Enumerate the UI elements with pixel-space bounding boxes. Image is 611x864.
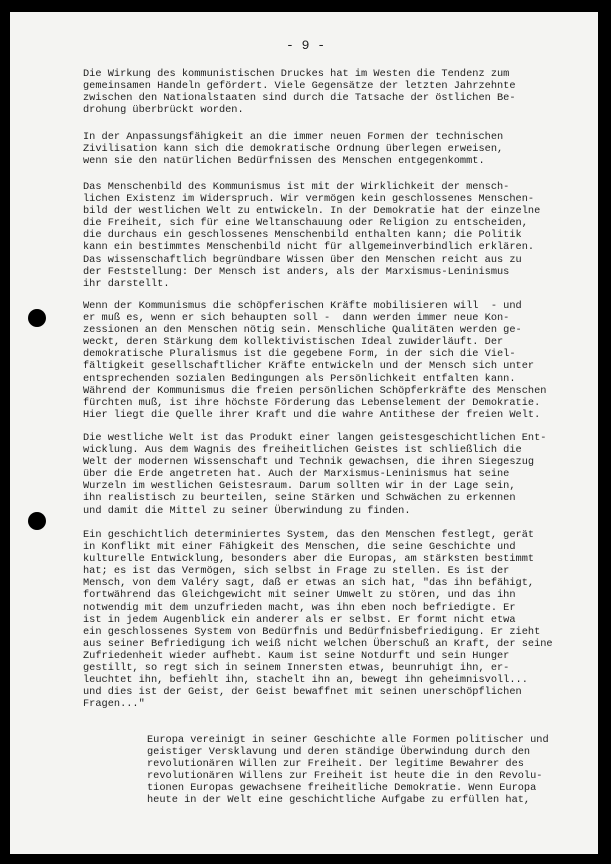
- text-line: wicklung. Aus dem Wagnis des freiheitlichen Geistes ist schließlich die: [83, 444, 522, 457]
- text-line: ein geschlossenes System von Bedürfnis und Bedürfnisbefriedigung. Er zieht: [83, 625, 541, 638]
- text-line: gestillt, so regt sich in seinem Innersten etwas, beunruhigt ihn, er-: [83, 662, 510, 675]
- text-line: der Feststellung: Der Mensch ist anders, als der Marxismus-Leninismus: [83, 265, 510, 278]
- text-line: Das wissenschaftlich begründbare Wissen über den Menschen reicht aus zu: [83, 253, 522, 266]
- text-line: kann ein bestimmtes Menschenbild nicht für allgemeinverbindlich erklären.: [83, 241, 535, 254]
- text-line: Wenn der Kommunismus die schöpferischen Kräfte mobilisieren will - und: [83, 300, 522, 312]
- text-line: Die westliche Welt ist das Produkt einer langen geistesgeschichtlichen Ent-: [83, 432, 547, 444]
- text-line: über die Erde angetreten hat. Auch der Marxismus-Leninismus hat seine: [83, 468, 510, 481]
- text-line: tionen Europas gewachsene freiheitliche Demokratie. Wenn Europa: [147, 782, 537, 795]
- text-line: kulturelle Entwicklung, besonders aber die Europas, am stärksten bestimmt: [83, 553, 535, 566]
- text-line: leuchtet ihn, befiehlt ihn, stachelt ihn an, bewegt ihn geheimnisvoll...: [83, 674, 528, 687]
- text-line: lichen Existenz im Widerspruch. Wir vermögen kein geschlossenes Menschen-: [83, 193, 535, 206]
- text-line: Hier liegt die Quelle ihrer Kraft und die wahre Antithese der freien Welt.: [83, 408, 541, 421]
- text-line: die durchaus ein geschlossenes Menschenbild enthalten kann; die Politik: [83, 229, 522, 242]
- text-line: notwendig mit dem unzufrieden macht, was ihn eben noch befriedigte. Er: [83, 601, 516, 614]
- text-line: heute in der Welt eine geschichtliche Aufgabe zu erfüllen hat,: [147, 794, 531, 807]
- text-line: hat; es ist das Vermögen, sich selbst in Frage zu stellen. Es ist der: [83, 565, 510, 578]
- text-line: in Konflikt mit einer Fähigkeit des Menschen, die seine Geschichte und: [83, 541, 516, 554]
- text-line: Die Wirkung des kommunistischen Druckes hat im Westen die Tendenz zum: [83, 68, 510, 80]
- text-line: Mensch, von dem Valéry sagt, daß er etwas an sich hat, "das ihn befähigt,: [83, 577, 535, 590]
- text-line: und dies ist der Geist, der Geist bewaffnet mit seinen unerschöpflichen: [83, 686, 522, 699]
- text-line: er muß es, wenn er sich behaupten soll - dann werden immer neue Kon-: [83, 312, 510, 325]
- text-line: geistiger Versklavung und deren ständige Überwindung durch den: [147, 746, 531, 759]
- paragraph-valery-quote: [83, 529, 583, 710]
- paragraph-europe-indented: [147, 734, 587, 807]
- text-line: ihr darstellt.: [83, 277, 170, 290]
- page-number: - 9 -: [285, 38, 325, 53]
- text-line: Fragen...": [83, 698, 145, 711]
- text-line: revolutionären Willen zur Freiheit. Der legitime Bewahrer des: [147, 758, 524, 771]
- text-line: fürchten muß, ist ihre höchste Förderung das Lebenselement der Demokratie.: [83, 396, 541, 409]
- paragraph-adaptability: [83, 131, 583, 167]
- text-line: fältigkeit gesellschaftlicher Kräfte entwickeln und der Mensch sich unter: [83, 360, 535, 373]
- paragraph-image-of-man: [83, 181, 583, 290]
- punch-hole-lower: [28, 512, 46, 530]
- text-line: Zivilisation kann sich die demokratische Ordnung überlegen erweisen,: [83, 143, 504, 156]
- text-line: demokratische Pluralismus ist die gegebene Form, in der sich die Viel-: [83, 348, 516, 361]
- text-line: Das Menschenbild des Kommunismus ist mit der Wirklichkeit der mensch-: [83, 181, 510, 193]
- text-line: zessionen an den Menschen nötig sein. Menschliche Qualitäten werden ge-: [83, 324, 522, 337]
- text-line: Europa vereinigt in seiner Geschichte alle Formen politischer und: [147, 734, 549, 746]
- text-line: und damit die Mittel zu seiner Überwindung zu finden.: [83, 504, 411, 517]
- paragraph-east-threat: [83, 68, 583, 116]
- text-line: Welt der modernen Wissenschaft und Technik gewachsen, die ihren Siegeszug: [83, 456, 535, 469]
- text-line: Während der Kommunismus die freien persönlichen Schöpferkräfte des Menschen: [83, 384, 547, 397]
- text-line: Ein geschichtlich determiniertes System, das den Menschen festlegt, gerät: [83, 529, 535, 541]
- text-line: die Freiheit, sich für eine Weltanschauung oder Religion zu entscheiden,: [83, 217, 528, 230]
- text-line: fortwährend das Gleichgewicht mit seiner Umwelt zu stören, und das ihn: [83, 589, 516, 602]
- text-line: ist in jedem Augenblick ein anderer als er selbst. Er formt nicht etwa: [83, 613, 516, 626]
- text-line: ihn realistisch zu beurteilen, seine Stärken und Schwächen zu erkennen: [83, 492, 516, 505]
- text-line: gemeinsamen Handeln gefördert. Viele Gegensätze der letzten Jahrzehnte: [83, 80, 516, 93]
- text-line: wenn sie den natürlichen Bedürfnissen des Menschen entgegenkommt.: [83, 155, 485, 168]
- text-line: drohung überbrückt worden.: [83, 104, 244, 117]
- text-line: bild der westlichen Welt zu entwickeln. In der Demokratie hat der einzelne: [83, 205, 541, 218]
- text-line: entsprechenden sozialen Bedingungen als Persönlichkeit entfalten kann.: [83, 372, 516, 385]
- punch-hole-upper: [28, 309, 46, 327]
- text-line: aus seiner Befriedigung ich weiß nicht welchen Überschuß an Kraft, der seine: [83, 637, 553, 650]
- text-line: weckt, deren Stärkung dem kollektivistischen Ideal zuwiderläuft. Der: [83, 336, 504, 349]
- text-line: In der Anpassungsfähigkeit an die immer neuen Formen der technischen: [83, 131, 504, 143]
- paragraph-western-world: [83, 432, 583, 517]
- text-line: revolutionären Willens zur Freiheit ist heute die in den Revolu-: [147, 770, 543, 783]
- text-line: Wurzeln im westlichen Geistesraum. Darum sollten wir in der Lage sein,: [83, 480, 516, 493]
- text-line: zwischen den Nationalstaaten sind durch die Tatsache der östlichen Be-: [83, 92, 516, 105]
- text-line: Zufriedenheit wieder aufhebt. Kaum ist seine Notdurft und sein Hunger: [83, 649, 510, 662]
- paragraph-creative-forces: [83, 300, 583, 421]
